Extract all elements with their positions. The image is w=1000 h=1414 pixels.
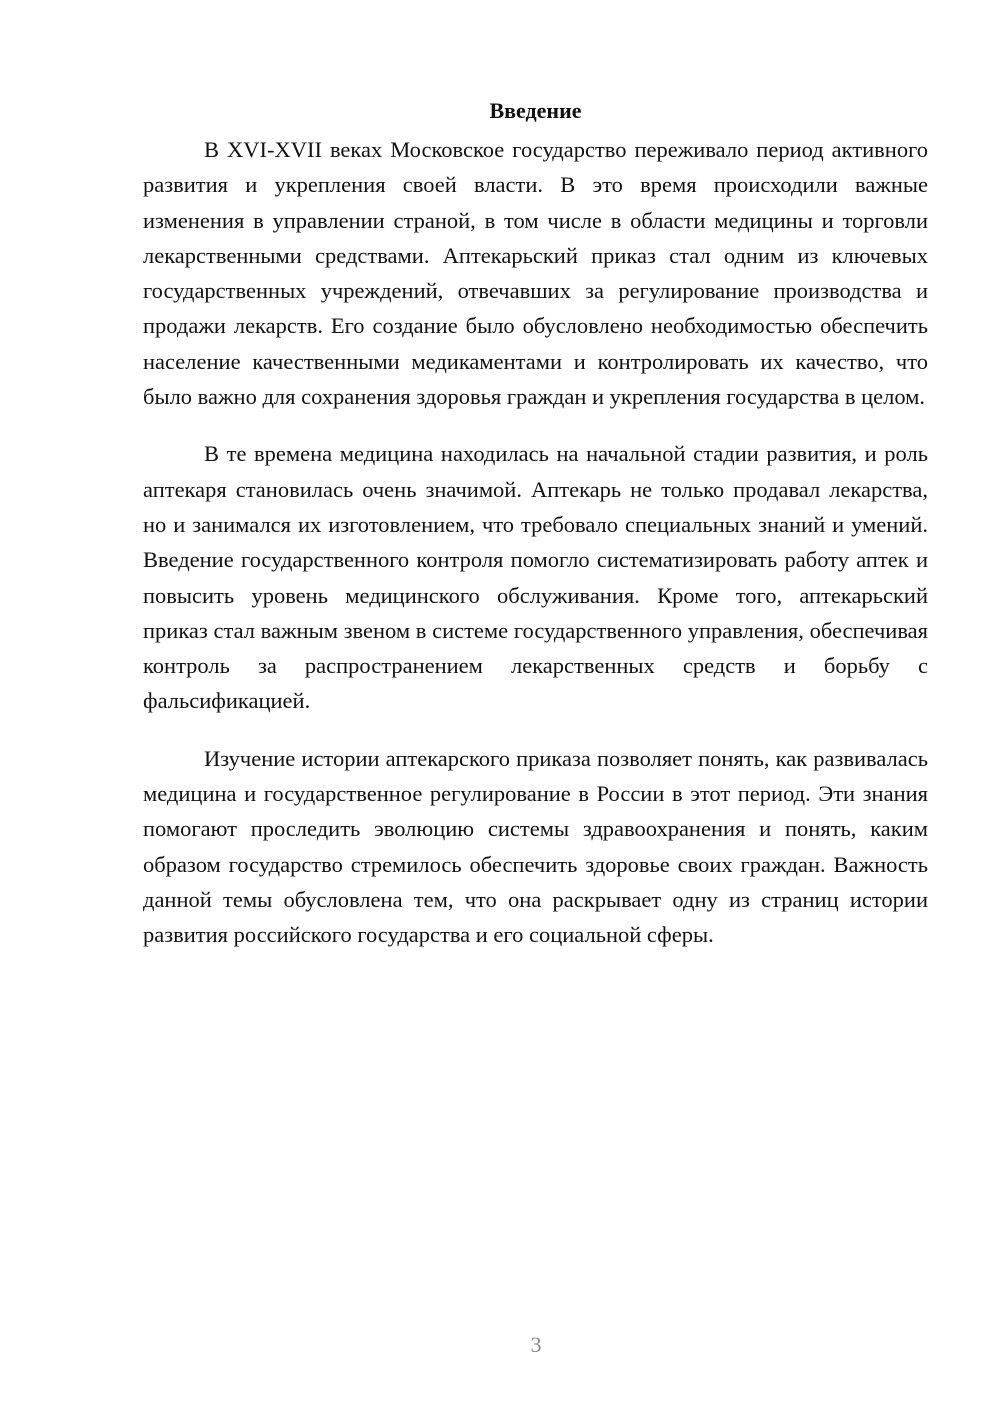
paragraph-1: В XVI-XVII веках Московское государство переживало период активного развития и укрепления своей власти. В это время происходили важные изменения в управлении страной, в том числе в области медицины и торговли лекарственными средствами. Аптекарьский приказ стал одним из ключевых государственных учреждений, отвечавших за регулирование производства и продажи лекарств. Его создание было обусловлено необходимостью обеспечить население качественными медикаментами и контролировать их качество, что было важно для сохранения здоровья граждан и укрепления государства в целом. <box>143 137 928 410</box>
paragraph-3: Изучение истории аптекарского приказа позволяет понять, как развивалась медицина и государственное регулирование в России в этот период. Эти знания помогают проследить эволюцию системы здравоохранения и понять, каким образом государство стремилось обеспечить здоровье своих граждан. Важность данной темы обусловлена тем, что она раскрывает одну из страниц истории развития российского государства и его социальной сферы. <box>143 745 928 948</box>
page-content <box>143 93 928 975</box>
page-number: 3 <box>530 1332 542 1357</box>
paragraph-2: В те времена медицина находилась на начальной стадии развития, и роль аптекаря становилась очень значимой. Аптекарь не только продавал лекарства, но и занимался их изготовлением, что требовало специальных знаний и умений. Введение государственного контроля помогло систематизировать работу аптек и повысить уровень медицинского обслуживания. Кроме того, аптекарьский приказ стал важным звеном в системе государственного управления, обеспечивая контроль за распространением лекарственных средств и борьбу с фальсификацией. <box>143 441 928 714</box>
section-title: Введение <box>489 98 582 123</box>
